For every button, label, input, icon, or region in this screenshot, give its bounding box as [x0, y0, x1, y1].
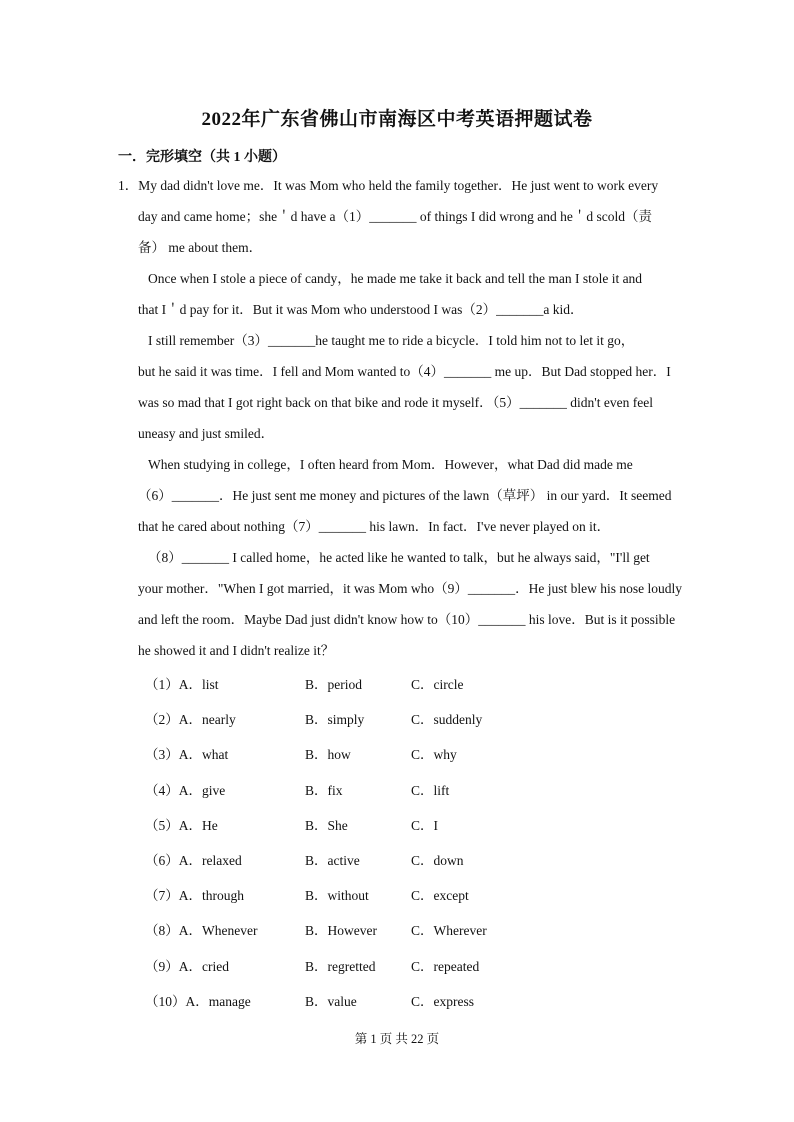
passage-line: was so mad that I got right back on that bike and rode it myself．（5）_______ didn't even feel [138, 395, 653, 410]
option-b: B．how [305, 747, 351, 763]
option-a: （1）A．list [145, 677, 219, 692]
option-a: （7）A．through [145, 888, 244, 904]
passage-line: day and came home；she＇d have a（1）_______ of things I did wrong and he＇d scold（责 [138, 209, 653, 224]
passage-line: that I＇d pay for it．But it was Mom who understood I was（2）_______a kid． [138, 302, 584, 317]
option-c: C．circle [411, 677, 464, 692]
option-b: B．fix [305, 782, 343, 798]
passage-line: he showed it and I didn't realize it？ [138, 643, 335, 658]
option-b: B．She [305, 817, 348, 833]
option-c: C．express [411, 993, 474, 1009]
option-c: C．repeated [411, 958, 480, 974]
option-a: （2）A．nearly [145, 712, 236, 728]
option-b: B．simply [305, 712, 365, 728]
option-c: C．why [411, 747, 457, 763]
passage [118, 170, 682, 666]
option-b: B．period [305, 677, 362, 692]
passage-line: （6）_______．He just sent me money and pictures of the lawn（草坪） in our yard．It seemed [138, 488, 672, 503]
option-c: C．except [411, 888, 469, 904]
option-c: C．I [411, 817, 438, 833]
option-a: （8）A．Whenever [145, 923, 258, 939]
option-c: C．Wherever [411, 923, 487, 939]
passage-line: uneasy and just smiled． [138, 426, 275, 441]
section-heading: 一．完形填空（共 1 小题） [118, 150, 286, 165]
passage-line: 1．My dad didn't love me．It was Mom who held the family together．He just went to work every [118, 178, 659, 193]
option-b: B．regretted [305, 958, 376, 974]
passage-line: I still remember（3）_______he taught me to ride a bicycle．I told him not to let it go， [148, 333, 635, 348]
page-title: 2022年广东省佛山市南海区中考英语押题试卷 [201, 109, 593, 130]
option-b: B．without [305, 888, 369, 904]
page-footer: 第 1 页 共 22 页 [354, 1032, 440, 1046]
option-c: C．down [411, 852, 464, 868]
passage-line: and left the room．Maybe Dad just didn't know how to（10）_______ his love．But is it possible [138, 612, 676, 627]
option-a: （5）A．He [145, 817, 218, 833]
option-a: （6）A．relaxed [145, 852, 242, 868]
option-b: B．active [305, 852, 360, 868]
passage-line: （8）_______ I called home，he acted like he wanted to talk，but he always said，"I'll get [148, 550, 650, 565]
passage-line: Once when I stole a piece of candy，he made me take it back and tell the man I stole it and [148, 271, 643, 286]
option-a: （10）A．manage [145, 993, 251, 1009]
passage-line: When studying in college，I often heard from Mom．However，what Dad did made me [148, 457, 633, 472]
passage-line: 备） me about them． [138, 240, 263, 255]
option-c: C．suddenly [411, 712, 483, 728]
option-a: （3）A．what [145, 747, 229, 763]
option-a: （4）A．give [145, 782, 226, 798]
passage-line: that he cared about nothing（7）_______ his lawn．In fact．I've never played on it． [138, 519, 611, 534]
option-c: C．lift [411, 782, 450, 798]
option-b: B．However [305, 923, 377, 939]
passage-line: your mother．"When I got married，it was Mom who（9）_______．He just blew his nose loudly [138, 581, 682, 596]
passage-line: but he said it was time．I fell and Mom wanted to（4）_______ me up．But Dad stopped her．I [138, 364, 671, 379]
option-a: （9）A．cried [145, 958, 229, 974]
option-b: B．value [305, 993, 357, 1009]
